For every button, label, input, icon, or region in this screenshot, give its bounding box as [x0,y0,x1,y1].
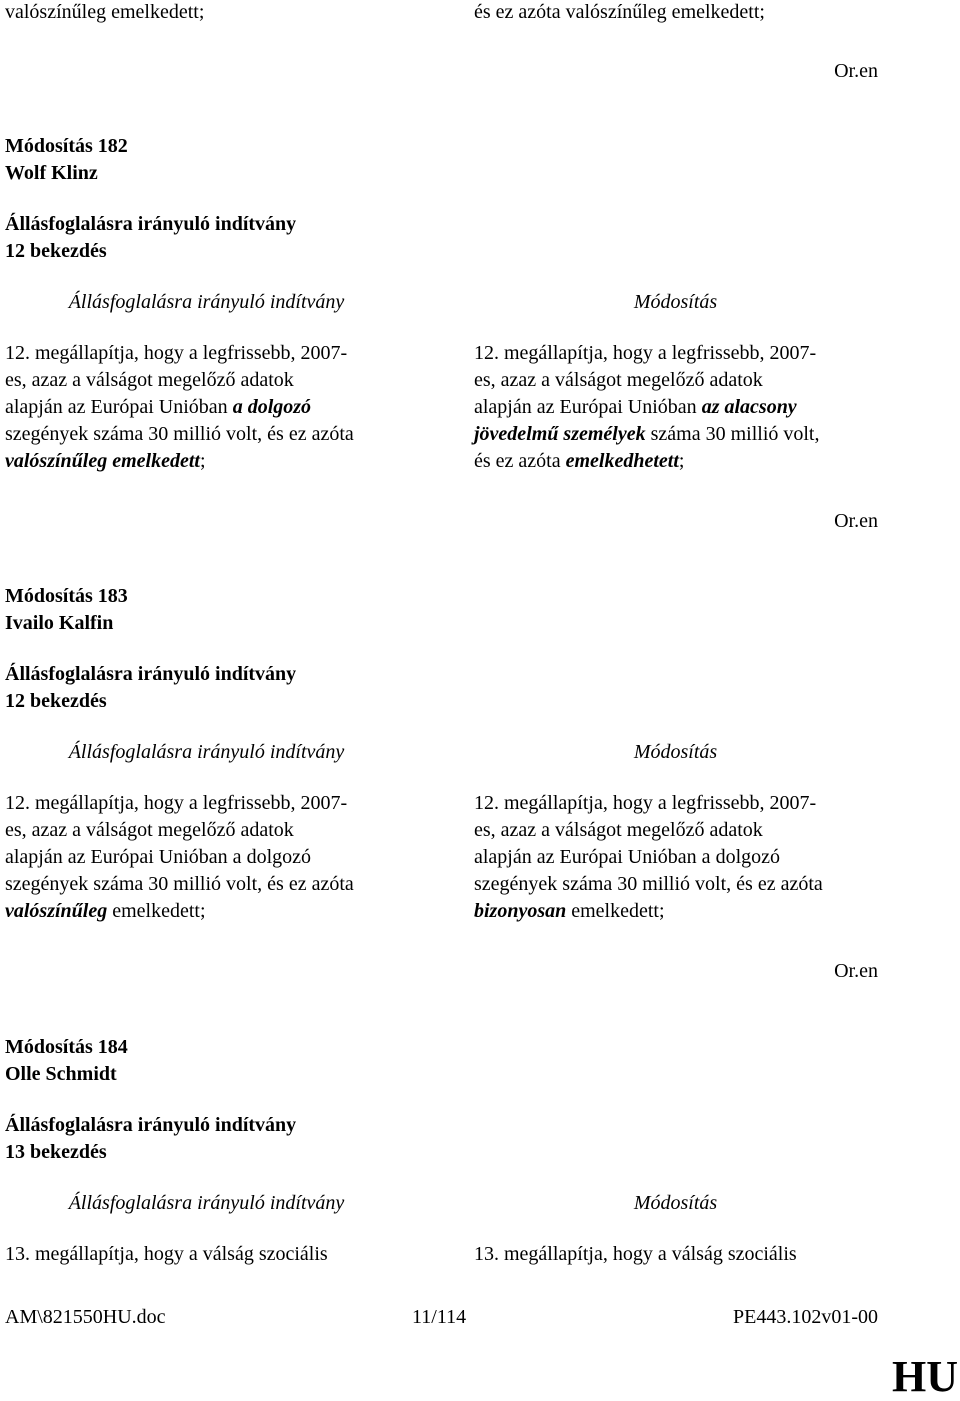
text-line [474,367,877,394]
amendment-text-header: Módosítás [633,1192,718,1214]
text-segment: 12. megállapítja, hogy a legfrissebb, 2007- [474,792,817,814]
text-line [5,898,408,925]
original-language-label: Or.en [834,960,878,982]
amended-text-column [474,340,877,475]
text-line [474,340,877,367]
text-segment: ; [199,450,206,472]
column-headers [5,1190,881,1217]
original-text-column [5,790,408,925]
text-line [5,340,408,367]
text-comparison [5,340,881,475]
amended-document: Állásfoglalásra irányuló indítvány [5,1114,297,1136]
text-comparison [5,790,881,925]
continuation-left-text: valószínűleg emelkedett; [5,1,205,23]
original-text-header: Állásfoglalásra irányuló indítvány [68,291,345,313]
text-segment: 12. megállapítja, hogy a legfrissebb, 2007- [474,342,817,364]
text-line [5,367,408,394]
text-segment: alapján az Európai Unióban a dolgozó [474,846,780,868]
text-segment: es, azaz a válságot megelőző adatok [5,819,294,841]
amendment-number: Módosítás 182 [5,135,128,157]
amended-paragraph: 12 bekezdés [5,240,107,262]
text-line [474,394,877,421]
column-headers [5,739,881,766]
text-line [474,817,877,844]
page-footer [0,1304,960,1331]
text-line [474,421,877,448]
original-text-column [5,1241,408,1268]
changed-text: a dolgozó [232,396,312,418]
original-language-label: Or.en [834,60,878,82]
amended-document: Állásfoglalásra irányuló indítvány [5,663,297,685]
text-line [474,898,877,925]
text-line [474,1241,877,1268]
text-segment: emelkedett; [566,900,665,922]
amended-document: Állásfoglalásra irányuló indítvány [5,213,297,235]
text-segment: 13. megállapítja, hogy a válság szociális [5,1243,328,1265]
amendment-182 [5,133,881,475]
text-line [474,844,877,871]
amendment-text-header: Módosítás [633,291,718,313]
column-headers [5,289,881,316]
changed-text: valószínűleg emelkedett [5,450,200,472]
amendment-text-header: Módosítás [633,741,718,763]
text-segment: alapján az Európai Unióban [5,396,233,418]
amendment-author: Ivailo Kalfin [5,612,114,634]
changed-text: emelkedhetett [565,450,679,472]
text-segment: szegények száma 30 millió volt, és ez azóta [5,423,354,445]
text-line [5,421,408,448]
original-language-label: Or.en [834,510,878,532]
original-text-header: Állásfoglalásra irányuló indítvány [68,741,345,763]
changed-text: bizonyosan [474,900,567,922]
text-segment: 12. megállapítja, hogy a legfrissebb, 2007- [5,342,348,364]
text-line [5,817,408,844]
text-segment: szegények száma 30 millió volt, és ez azóta [5,873,354,895]
text-line [5,790,408,817]
amended-text-column [474,1241,877,1268]
text-line [474,871,877,898]
text-segment: és ez azóta [474,450,566,472]
text-segment: es, azaz a válságot megelőző adatok [474,819,763,841]
text-segment: száma 30 millió volt, [645,423,820,445]
amendment-author: Wolf Klinz [5,162,98,184]
amended-paragraph: 12 bekezdés [5,690,107,712]
text-line [5,448,408,475]
text-line [474,790,877,817]
amendment-number: Módosítás 183 [5,585,128,607]
text-line [5,871,408,898]
amendment-184 [5,1034,881,1268]
original-text-column [5,340,408,475]
text-line [5,1241,408,1268]
changed-text: jövedelmű személyek [474,423,646,445]
text-segment: ; [678,450,685,472]
text-segment: alapján az Európai Unióban [474,396,702,418]
text-comparison [5,1241,881,1268]
text-segment: 13. megállapítja, hogy a válság szociális [474,1243,797,1265]
pe-reference: PE443.102v01-00 [733,1306,878,1328]
original-text-header: Állásfoglalásra irányuló indítvány [68,1192,345,1214]
changed-text: valószínűleg [5,900,108,922]
text-line [5,394,408,421]
document-reference: AM\821550HU.doc [5,1306,166,1328]
text-segment: 12. megállapítja, hogy a legfrissebb, 2007- [5,792,348,814]
continuation-right-text: és ez azóta valószínűleg emelkedett; [474,1,765,23]
text-line [5,844,408,871]
text-segment: es, azaz a válságot megelőző adatok [474,369,763,391]
amended-text-column [474,790,877,925]
changed-text: az alacsony [701,396,797,418]
text-segment: emelkedett; [107,900,206,922]
text-segment: es, azaz a válságot megelőző adatok [5,369,294,391]
amendment-183 [5,583,881,925]
amended-paragraph: 13 bekezdés [5,1141,107,1163]
amendment-number: Módosítás 184 [5,1036,128,1058]
page-number: 11/114 [412,1306,467,1328]
text-line [474,448,877,475]
text-segment: alapján az Európai Unióban a dolgozó [5,846,311,868]
language-code: HU [892,1352,958,1401]
amendment-author: Olle Schmidt [5,1063,117,1085]
text-segment: szegények száma 30 millió volt, és ez azóta [474,873,823,895]
